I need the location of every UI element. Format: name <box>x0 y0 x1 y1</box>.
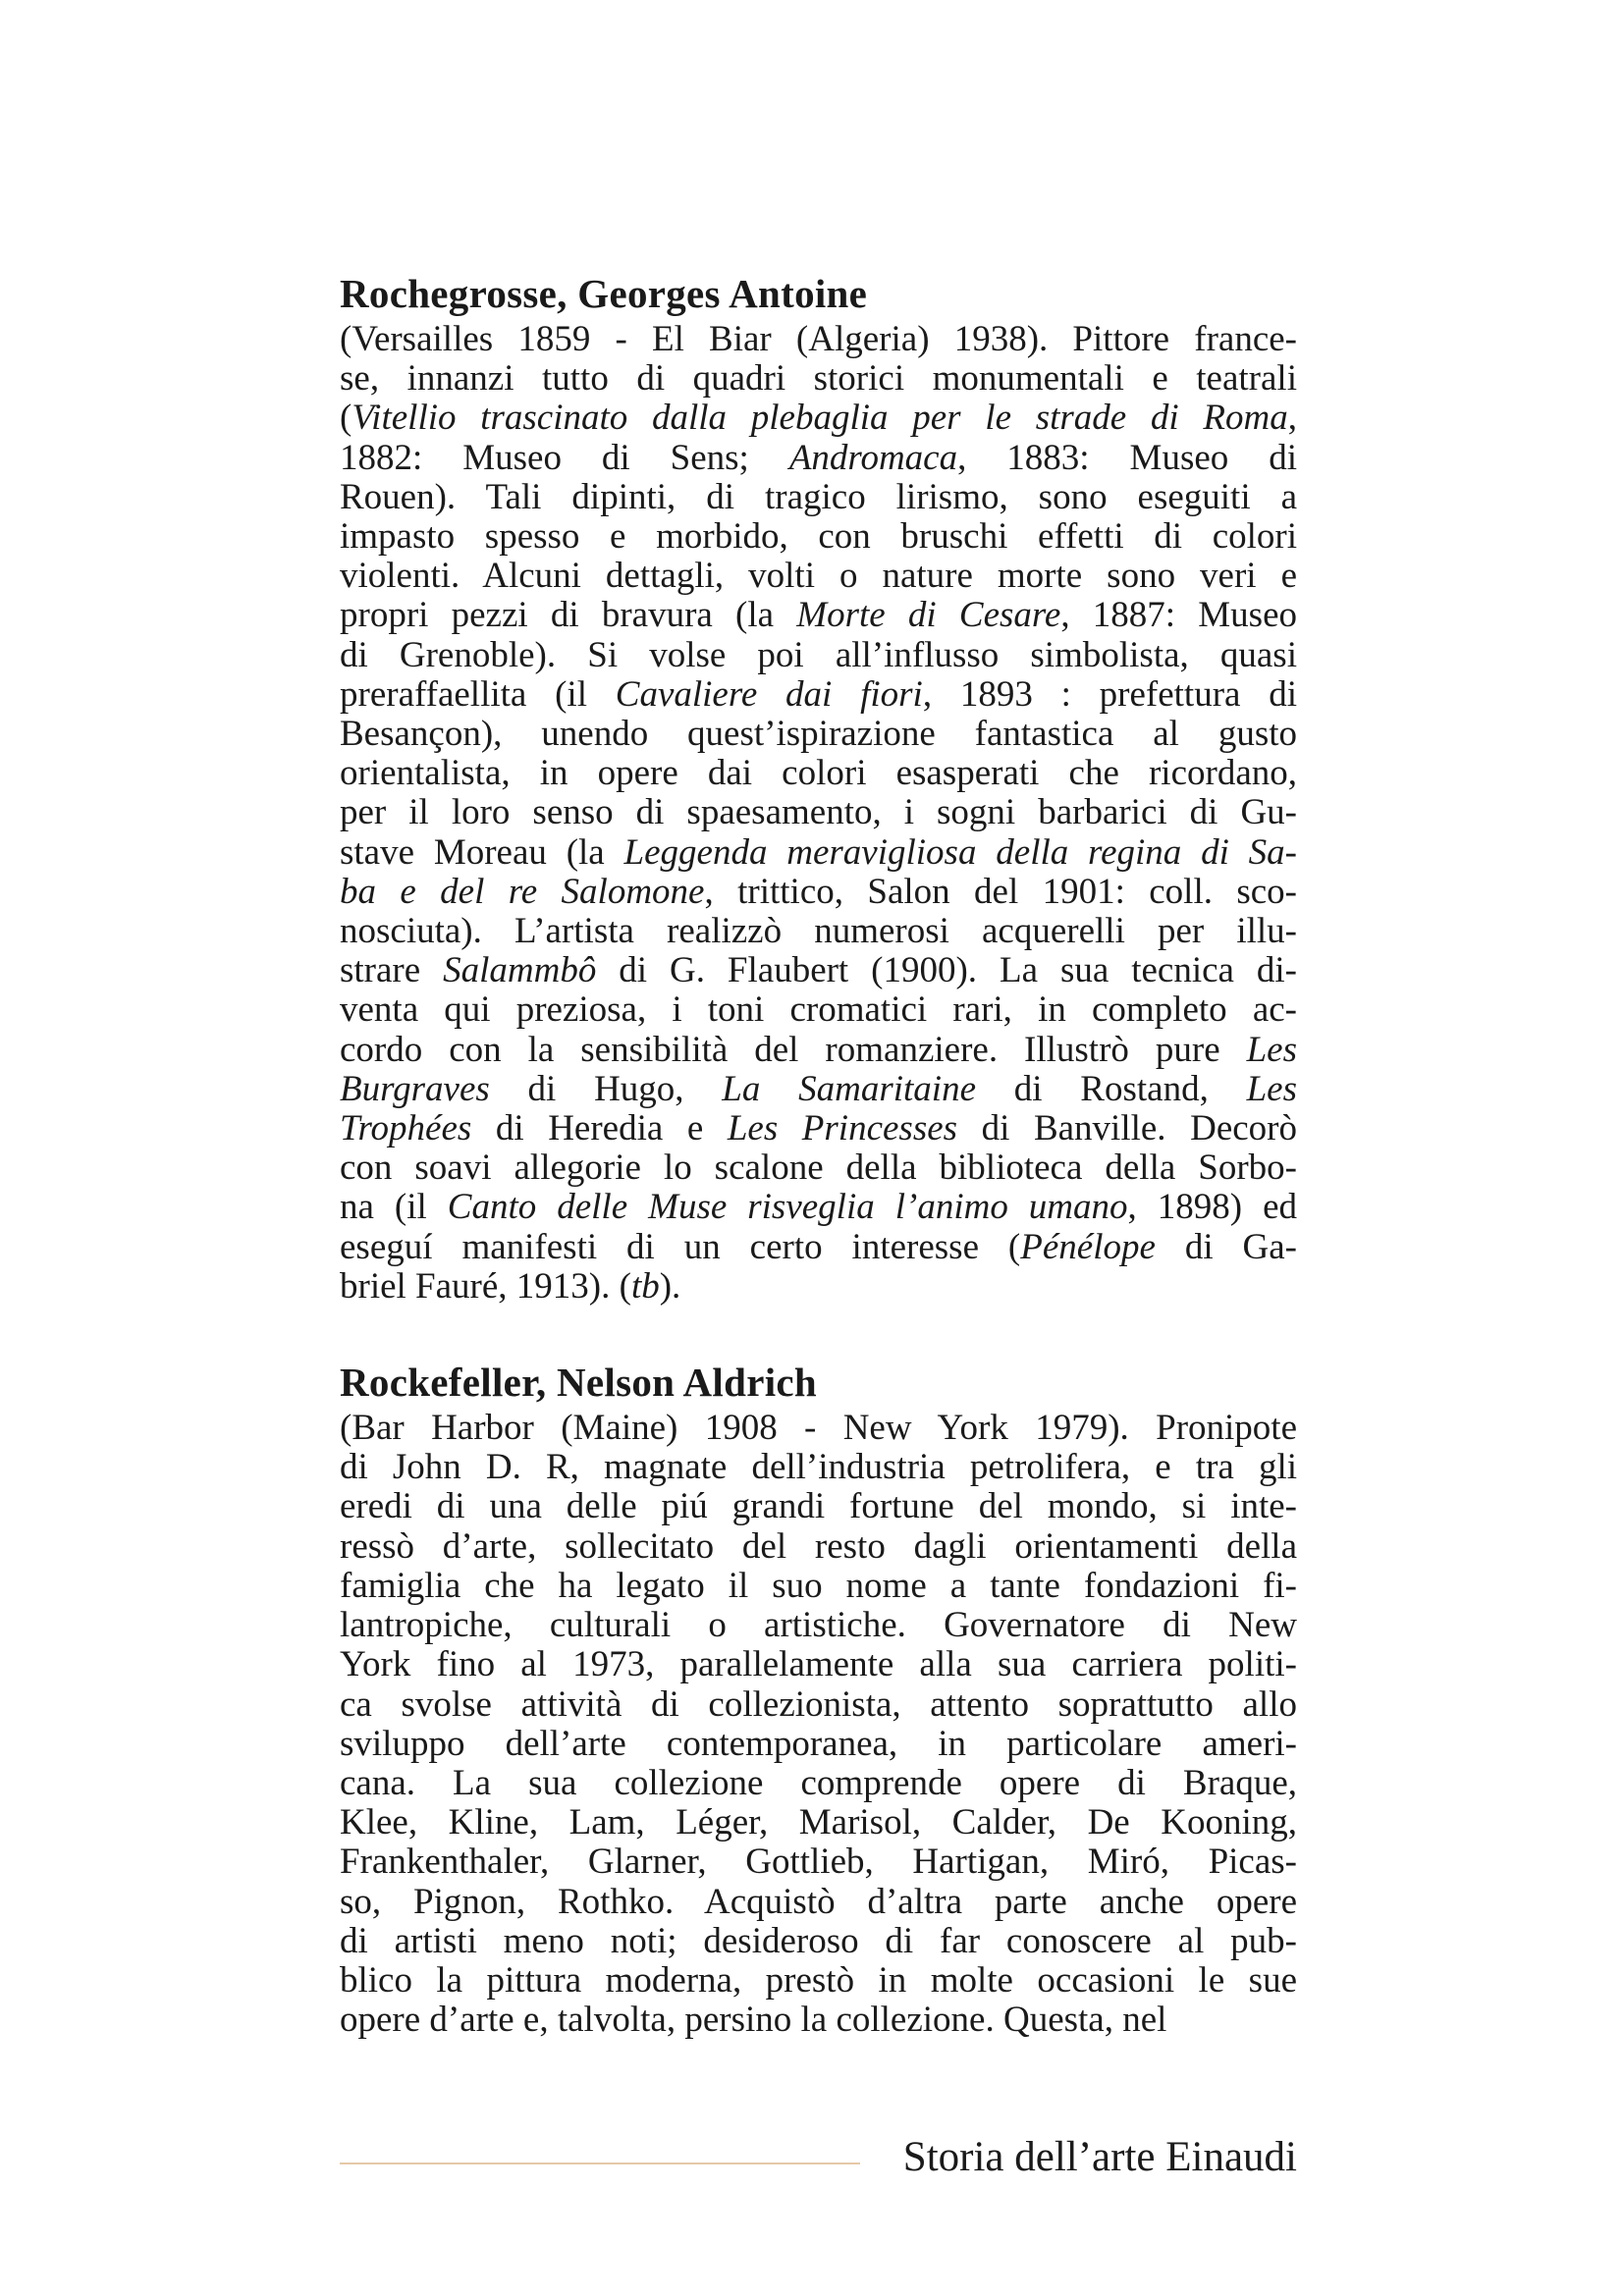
text-line <box>340 1448 1297 1487</box>
italic-title: Les <box>1246 1069 1297 1109</box>
italic-title: Andromaca <box>788 438 958 478</box>
text-run: propri pezzi di bravura (la <box>340 596 797 636</box>
text-run: stave Moreau (la <box>340 832 624 873</box>
text-run: opere d’arte e, talvolta, persino la collezione. Questa, nel <box>340 2001 1167 2041</box>
text-run: di artisti meno noti; desideroso di far conoscere al pub- <box>340 1921 1297 1961</box>
italic-title: Pénélope <box>1020 1227 1156 1267</box>
text-run: di Heredia e <box>471 1109 728 1149</box>
italic-title: La Samaritaine <box>722 1069 977 1109</box>
text-line <box>340 1764 1297 1803</box>
italic-title: tb <box>630 1266 660 1307</box>
text-line <box>340 557 1297 596</box>
text-line <box>340 675 1297 715</box>
text-line <box>340 833 1297 873</box>
italic-title: Les Princesses <box>727 1109 958 1149</box>
text-run: preraffaellita (il <box>340 674 616 715</box>
text-run: (Bar Harbor (Maine) 1908 - New York 1979). Pronipote <box>340 1409 1297 1449</box>
text-line <box>340 1685 1297 1725</box>
text-run: di Rostand, <box>976 1069 1247 1109</box>
text-line <box>340 1188 1297 1227</box>
text-line <box>340 2001 1297 2040</box>
text-line <box>340 478 1297 517</box>
text-run: venta qui preziosa, i toni cromatici rari, in completo ac- <box>340 990 1297 1031</box>
text-run: violenti. Alcuni dettagli, volti o nature morte sono veri e <box>340 557 1297 597</box>
text-line <box>340 1842 1297 1882</box>
italic-title: Leggenda meravigliosa della regina di Sa- <box>623 832 1297 873</box>
text-run: se, innanzi tutto di quadri storici monumentali e teatrali <box>340 359 1297 400</box>
text-line <box>340 359 1297 399</box>
text-run: , <box>1287 399 1297 439</box>
text-line <box>340 951 1297 990</box>
text-run: di Hugo, <box>489 1069 723 1109</box>
text-line <box>340 1922 1297 1961</box>
text-run: eseguí manifesti di un certo interesse ( <box>340 1227 1021 1267</box>
text-run: York fino al 1973, parallelamente alla sua carriera politi- <box>340 1645 1297 1685</box>
footer-rule <box>340 2163 860 2164</box>
text-run: ca svolse attività di collezionista, attento soprattutto allo <box>340 1684 1297 1725</box>
text-line <box>340 1606 1297 1645</box>
text-line <box>340 715 1297 754</box>
text-run: ressò d’arte, sollecitato del resto dagli orientamenti della <box>340 1526 1297 1567</box>
text-line <box>340 754 1297 793</box>
text-run: , 1893 : prefettura di <box>922 674 1297 715</box>
text-line <box>340 399 1297 438</box>
text-run: nosciuta). L’artista realizzò numerosi acquerelli per illu- <box>340 912 1297 952</box>
text-line <box>340 873 1297 912</box>
text-line <box>340 1527 1297 1567</box>
italic-title: Salammbô <box>443 951 597 991</box>
text-line <box>340 439 1297 478</box>
italic-title: Canto delle Muse risveglia l’animo umano <box>447 1188 1128 1228</box>
text-run: Frankenthaler, Glarner, Gottlieb, Hartigan, Miró, Picas- <box>340 1842 1297 1883</box>
text-line <box>340 1070 1297 1109</box>
text-line <box>340 1487 1297 1526</box>
text-run: di Ga- <box>1155 1227 1297 1267</box>
text-line <box>340 636 1297 675</box>
text-line <box>340 1567 1297 1606</box>
text-run: cordo con la sensibilità del romanziere. Illustrò pure <box>340 1030 1247 1070</box>
text-run: ). <box>659 1266 681 1307</box>
text-run: Rouen). Tali dipinti, di tragico lirismo, sono eseguiti a <box>340 477 1297 517</box>
text-run: di Banville. Decorò <box>957 1109 1297 1149</box>
text-run: sviluppo dell’arte contemporanea, in particolare ameri- <box>340 1724 1297 1764</box>
italic-title: Trophées <box>340 1109 472 1149</box>
text-run: strare <box>340 951 444 991</box>
italic-title: Burgraves <box>340 1069 490 1109</box>
text-run: di John D. R, magnate dell’industria petrolifera, e tra gli <box>340 1448 1297 1488</box>
text-run: , 1883: Museo di <box>957 438 1297 478</box>
italic-title: Morte di Cesare <box>796 596 1061 636</box>
text-line <box>340 596 1297 635</box>
text-run: blico la pittura moderna, prestò in molte occasioni le sue <box>340 1960 1297 2001</box>
text-run: lantropiche, culturali o artistiche. Governatore di New <box>340 1606 1297 1646</box>
text-line <box>340 1228 1297 1267</box>
text-run: eredi di una delle piú grandi fortune del mondo, si inte- <box>340 1487 1297 1527</box>
text-column <box>340 267 1297 2040</box>
text-line <box>340 912 1297 951</box>
text-run: di Grenoble). Si volse poi all’influsso simbolista, quasi <box>340 635 1297 675</box>
text-line <box>340 1148 1297 1188</box>
entry-rochegrosse <box>340 267 1297 1307</box>
entry-rockefeller <box>340 1356 1297 2040</box>
text-run: so, Pignon, Rothko. Acquistò d’altra parte anche opere <box>340 1882 1297 1922</box>
italic-title: ba e del re Salomone <box>340 872 705 912</box>
text-line <box>340 1267 1297 1307</box>
text-run: famiglia che ha legato il suo nome a tante fondazioni fi- <box>340 1566 1297 1606</box>
italic-title: Vitellio trascinato dalla plebaglia per le strade di Roma <box>352 399 1288 439</box>
text-line <box>340 793 1297 832</box>
text-line <box>340 1109 1297 1148</box>
text-line <box>340 517 1297 557</box>
text-run: Klee, Kline, Lam, Léger, Marisol, Calder, De Kooning, <box>340 1803 1297 1843</box>
text-run: con soavi allegorie lo scalone della biblioteca della Sorbo- <box>340 1148 1297 1189</box>
italic-title: Les <box>1246 1030 1297 1070</box>
text-run: cana. La sua collezione comprende opere di Braque, <box>340 1763 1297 1803</box>
entry-body <box>340 1409 1297 2040</box>
text-line <box>340 1803 1297 1842</box>
text-run: impasto spesso e morbido, con bruschi effetti di colori <box>340 517 1297 558</box>
text-run: per il loro senso di spaesamento, i sogni barbarici di Gu- <box>340 793 1297 833</box>
footer-title: Storia dell’arte Einaudi <box>902 2134 1297 2180</box>
text-line <box>340 1645 1297 1684</box>
text-run: , 1887: Museo <box>1060 596 1297 636</box>
text-run: , trittico, Salon del 1901: coll. sco- <box>704 872 1297 912</box>
text-run: ( <box>340 399 352 439</box>
page-footer <box>340 2130 1297 2189</box>
italic-title: Cavaliere dai fiori <box>615 674 923 715</box>
text-line <box>340 1883 1297 1922</box>
text-run: briel Fauré, 1913). ( <box>340 1266 631 1307</box>
text-line <box>340 1409 1297 1448</box>
entry-body <box>340 320 1297 1307</box>
text-line <box>340 1031 1297 1070</box>
text-run: 1882: Museo di Sens; <box>340 438 789 478</box>
text-run: di G. Flaubert (1900). La sua tecnica di- <box>596 951 1297 991</box>
text-run: orientalista, in opere dai colori esasperati che ricordano, <box>340 754 1297 794</box>
text-run: , 1898) ed <box>1127 1188 1297 1228</box>
text-line <box>340 320 1297 359</box>
entry-title: Rockefeller, Nelson Aldrich <box>340 1360 818 1406</box>
text-run: (Versailles 1859 - El Biar (Algeria) 1938). Pittore france- <box>340 320 1297 359</box>
entry-title: Rochegrosse, Georges Antoine <box>340 271 868 316</box>
text-line <box>340 1961 1297 2001</box>
text-line <box>340 1725 1297 1764</box>
text-run: Besançon), unendo quest’ispirazione fantastica al gusto <box>340 715 1297 755</box>
text-run: na (il <box>340 1188 448 1228</box>
text-line <box>340 990 1297 1030</box>
